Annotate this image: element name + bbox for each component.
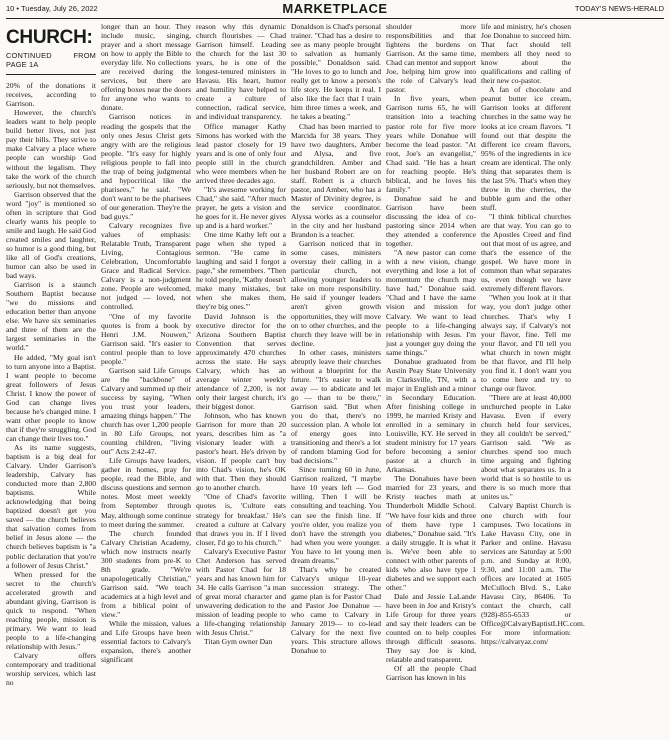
page-header <box>6 0 664 19</box>
paragraph: Johnson, who has known Garrison for more than 20 years, describes him as "a visionary leader with a pastor's heart. He's driven by vision. If people can't buy into Chad's vision, he's OK with that. Then they should go to another church. <box>196 411 286 493</box>
paragraph: Garrison notices in reading the gospels that the only ones Jesus Christ gets angry with are the religious people. "It's easy for highly religious people to fall into the trap of being judgmental and hypocritical like the pharisees," he said. "We don't want to be the pharisees of our generation. They're the bad guys." <box>101 112 191 221</box>
article-column-2 <box>101 22 191 736</box>
paragraph: shoulder more responsibilities and that lightens the burdens on Garrison. At the same time, Chad can mentor and support Joe, helping him grow into the role of Calvary's lead pastor. <box>386 22 476 95</box>
paragraph: In other cases, ministers abruptly leave their churches without a blueprint for the future. "It's easier to walk away — to abdicate and let go — than to be there," Garrison said. "But when you do that, there's no succession plan. A whole lot of energy goes into transitioning and there's a lot of random blaming God for bad decisions." <box>291 347 381 466</box>
paragraph: Donahue graduated from Austin Peay State University in Clarksville, TN, with a major in English and a minor in Secondary Education. After finishing college in 1999, he married Kristy and enrolled in a seminary in Louisville, KY. He served in student ministry for 17 years before becoming a senior pastor at a church in Arkansas. <box>386 356 476 475</box>
paragraph: Chad has been married to Marcida for 38 years. They have two daughters, Amber and Alysa, and five grandchildren. Amber and her husband Robert are on staff. Robert is a church pastor, and Amber, who has a Master of Divinity degree, is the service coordinator. Alyssa works as a counselor in the city and her husband Brandon is a teacher. <box>291 121 381 240</box>
article-column-6 <box>481 22 585 736</box>
paragraph: A fan of chocolate and peanut butter ice cream, Garrison looks at different churches in the same way he looks at ice cream flavors. "I found out that despite the different ice cream flavors, 95% of the ingredients in ice cream are identical. The only thing that separates them is the last 5%. That's when they throw in the cherries, the bubble gum and the other stuff. <box>481 85 571 212</box>
column-body <box>101 22 191 664</box>
paragraph: Of all the people Chad Garrison has known in his <box>386 664 476 683</box>
column-body <box>6 81 96 687</box>
column-body <box>386 22 476 682</box>
paper-name: TODAY'S NEWS-HERALD <box>574 4 664 13</box>
paragraph: Garrison observed that the word "joy" is mentioned so often in scripture that God clearly wants his people to smile and laugh. He said God created smiles and laughter, so humor is a good thing, but like all of God's creations, humor can also be used in bad ways. <box>6 189 96 281</box>
paragraph: Office manager Kathy Simons has worked with the lead pastor closely for 19 years and is one of only four people still in the church who were members when he arrived three decades ago. <box>196 121 286 185</box>
paragraph: Calvary's Executive Pastor Chet Anderson has served with Pastor Chad for 18 years and has known him for 34. He calls Garrison "a man of great moral character and unwavering dedication to the mission of leading people to a life-changing relationship with Jesus Christ." <box>196 546 286 638</box>
paragraph: "It's awesome working for Chad," she said. "After much prayer, he gets a vision and he goes for it. He never gives up and is a hard worker." <box>196 184 286 231</box>
paragraph: David Johnson is the executive director for the Arizona Southern Baptist Convention that serves approximately 470 churches across the state. He says Calvary, which has an average winter weekly attendance of 2,200, is not only their largest church, it's their biggest donor. <box>196 311 286 411</box>
paragraph: One time Kathy left out a page when she typed a sermon. "He came in laughing and said I forgot a page," she remembers. "Then he told people, 'Kathy doesn't make many mistakes, but when she makes them, they're big ones.'" <box>196 230 286 312</box>
paragraph: Dale and Jessie LaLande have been in Joe and Kristy's Life Group for three years and say their leaders can be counted on to help couples through difficult seasons. They say Joe is kind, relatable and transparent. <box>386 591 476 665</box>
column-body <box>481 22 585 647</box>
paragraph: "One of Chad's favorite quotes is, 'Culture eats strategy for breakfast.' He's created a culture at Calvary that draws you in. If I lived closer, I'd go to his church." <box>196 492 286 547</box>
article-column-4 <box>291 22 381 736</box>
page-date: 10 • Tuesday, July 26, 2022 <box>6 4 98 13</box>
paragraph: Calvary Baptist Church is one church with four campuses. Two locations in Lake Havasu City, one in Parker and online. Havasu services are Saturday at 5:00 p.m. and Sunday at 8:00, 9:30, and 11:00 a.m. The offices are located at 1605 McCulloch Blvd. S., Lake Havasu City, 86406. To contact the church, call (928)-855-6533 or Office@CalvaryBaptistLHC.com. For more information: https://calvaryaz.com/ <box>481 501 585 647</box>
paragraph: When pressed for the secret to the church's accelerated growth and abundant giving, Garrison is quick to respond. "When reaching people, mission is primary. We want to lead people to a life-changing relationship with Jesus." <box>6 569 96 651</box>
paragraph: Garrison said Life Groups are the "backbone" of Calvary and summed up their success by saying, "When you trust your leaders, amazing things happen." The church has over 1,200 people in 80 Life Groups, not counting children, "living out" Acts 2:42-47. <box>101 365 191 457</box>
paragraph: Calvary recognizes five values of emphasis: Relatable Truth, Transparent Living, Contagious Celebration, Uncomfortable Grace and Radical Service. Calvary is a non-judgment zone. People are welcomed, not judged — loved, not controlled. <box>101 221 191 312</box>
paragraph: "A new pastor can come with a new vision, change everything and lose a lot of momentum the church may have had," Donahue said. "Chad and I have the same vision and mission for Calvary. We want to lead people to a life-changing relationship with Jesus. I'm just a younger guy doing the same things." <box>386 248 476 357</box>
paragraph: Donahue said he and Garrison have been discussing the idea of co-pastoring since 2014 when they attended a conference together. <box>386 193 476 249</box>
paragraph: As its name suggests, baptism is a big deal for Calvary. Under Garrison's leadership, Calvary has conducted more than 2,800 baptisms. While acknowledging that being baptized doesn't get you saved — the church believes that salvation comes from belief in Jesus alone — the church believes baptism is "a public declaration that you're a follower of Jesus Christ." <box>6 442 96 570</box>
paragraph: That's why he created Calvary's unique 10-year succession strategy. The game plan is for Pastor Chad and Pastor Joe Donahue — who came to Calvary in January 2019— to co-lead Calvary for the next five years. This structure allows Donahue to <box>291 564 381 656</box>
paragraph: Titan Gym owner Dan <box>204 637 273 647</box>
paragraph: reason why this dynamic church flourishes — Chad Garrison himself. Leading the church for the last 30 years, he is one of the longest-tenured ministers in Havasu. His heart, humor and humility have helped to create a culture of connection, radical service, and individual transparency. <box>196 22 286 122</box>
paragraph: "One of my favorite quotes is from a book by Henri J.M. Nouwen," Garrison said. "It's easier to control people than to love people." <box>101 311 191 366</box>
paragraph: "I think biblical churches are that way. You can go to the Apostles Creed and find out that most of us agree, and that's the essence of the gospel. We have more in common than what separates us, even though we have extremely different flavors. <box>481 211 571 294</box>
article-column-1 <box>6 22 96 736</box>
paragraph: However, the church's leaders want to help people build better lives, not just pay their bills. They strive to make Calvary a place where people can worship God without the legalism. They take the work of the church seriously, but not themselves. <box>6 108 96 190</box>
column-body <box>291 22 381 655</box>
article-column-3 <box>196 22 286 736</box>
paragraph: Garrison noticed that in some cases, ministers overstay their calling in a particular church, not allowing younger leaders to take on more responsibility. He said if younger leaders aren't given growth opportunities, they will move on to other churches, and the church they leave will be in decline. <box>291 239 381 348</box>
paragraph: life and ministry, he's chosen Joe Donahue to succeed him. That fact should tell members all they need to know about the qualifications and calling of their new co-pastor. <box>481 22 571 86</box>
paragraph: "When you look at it that way, you don't judge other churches. That's why I always say, if Calvary's not your flavor, fine. Tell me your flavor, and I'll tell you what church in town might be that flavor, and I'll help you find it. I don't want you to come here and try to change our flavor. <box>481 293 571 393</box>
paragraph: In five years, when Garrison turns 65, he will transition into a teaching pastor role for five more years while Donahue will become the lead pastor. "At root, Joe's an evangelist," Chad said. "He has a heart for reaching people. He's biblical, and he loves his family." <box>386 94 476 194</box>
paragraph: Donaldson is Chad's personal trainer. "Chad has a desire to see as many people brought to salvation as humanly possible," Donaldson said. "He loves to go to lunch and really get to know a person's life story. He keeps it real. I also like the fact that I train him three times a week, and he takes a beating." <box>291 22 381 122</box>
column-body <box>196 22 286 646</box>
paragraph: Garrison is a staunch Southern Baptist because "we do missions and education better than anyone else. We have six seminaries and three of them are the largest seminaries in the world." <box>6 280 96 353</box>
article-column-5 <box>386 22 476 736</box>
paragraph: Calvary offers contemporary and traditional worship services, which last no <box>6 651 96 688</box>
paragraph: He added, "My goal isn't to turn anyone into a Baptist. I want people to become great followers of Jesus Christ. I know the power of God can change lives because he's changed mine. I want other people to know that if they're struggling, God can change their lives too." <box>6 352 96 443</box>
paragraph: Life Groups have leaders, gather in homes, pray for people, read the Bible, and discuss questions and sermon notes. Most meet weekly from September through May, although some continue to meet during the summer. <box>101 456 191 529</box>
paragraph: longer than an hour. They include music, singing, prayer and a short message on how to apply the Bible to everyday life. No collections are received during the services, but there are offering boxes near the doors for anyone who wants to donate. <box>101 22 191 113</box>
paragraph: "There are at least 40,000 unchurched people in Lake Havasu. Even if every church held four services, they all couldn't be served," Garrison said. "We as churches spend too much time arguing and fighting about what separates us. In a world that is so hostile to us there is so much more that unites us." <box>481 392 571 502</box>
paragraph: The church founded Calvary Christian Academy, which now instructs nearly 300 students from pre-K to 8th grade. "We're unapologetically Christian," Garrison said. "We teach academics at a high level and from a biblical point of view." <box>101 528 191 620</box>
article-kicker: CHURCH: <box>6 27 93 48</box>
section-title: MARKETPLACE <box>282 1 388 16</box>
paragraph: The Donahues have been married for 23 years, and Kristy teaches math at Thunderbolt Middle School. "We have four kids and three of them have type 1 diabetes," Donahue said. "It's a daily struggle. It is what it is. We've been able to connect with other parents of kids who also have type 1 diabetes and we support each other." <box>386 474 476 592</box>
continued-line: CONTINUED FROM PAGE 1A <box>6 51 96 75</box>
paragraph: 20% of the donations it receives, according to Garrison. <box>6 81 96 109</box>
paragraph: While the mission, values and Life Groups have been essential factors to Calvary's expansion, there's another significant <box>101 619 191 665</box>
paragraph: Since turning 60 in June, Garrison realized, "I maybe have 10 years left — God willing. Then I will be consulting and teaching. You can see the finish line. If you're older, you realize you don't have the strength you had when you were younger. You have to let young men dream dreams." <box>291 465 381 565</box>
